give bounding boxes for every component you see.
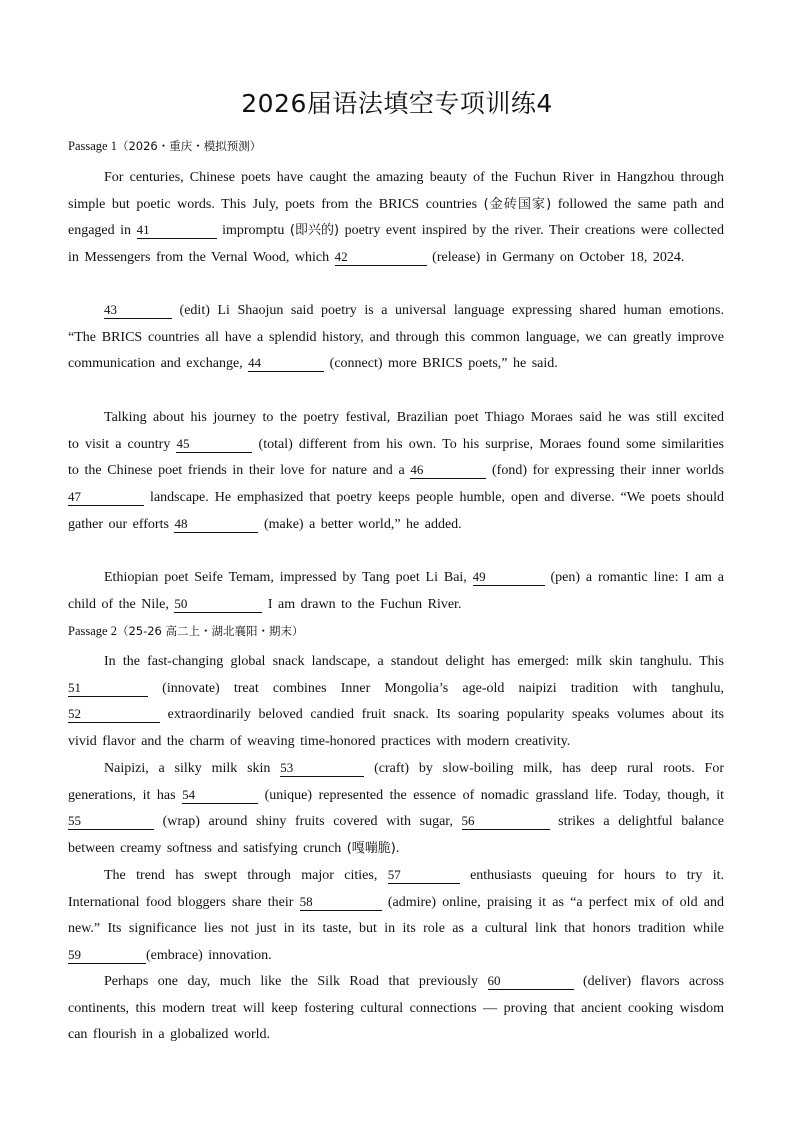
- passage-2-paragraph-2: [68, 756, 724, 863]
- answer-blank-49[interactable]: [473, 570, 545, 586]
- text: (deliver) flavors across continents, this modern treat will keep fostering cultural connections — proving that ancient cooking wisdom can flourish in a globalized world.: [68, 974, 724, 1043]
- blank-number: 57: [387, 867, 401, 882]
- passage-2-paragraph-3: [68, 863, 724, 970]
- text: The trend has swept through major cities,: [104, 868, 388, 883]
- blank-number: 41: [136, 222, 150, 238]
- blank-number: 43: [104, 302, 117, 317]
- text: (release) in Germany on October 18, 2024.: [426, 250, 685, 266]
- text: followed the same path and engaged in: [68, 196, 724, 239]
- text: (edit) Li Shaojun said poetry is a universal language expressing shared human emotions. “The BRICS countries all have a splendid history, and through this common language, we can greatly improve communication and exchange,: [68, 303, 724, 372]
- passage-1-paragraph-1: [68, 165, 724, 272]
- text: (pen) a romantic line: I am a child of the Nile,: [68, 570, 724, 612]
- passage-2-paragraph-1: [68, 649, 724, 756]
- text: (total) different from his own. To his surprise, Moraes found some similarities to the Chinese poet friends in their love for nature and a: [68, 436, 724, 479]
- text: poetry event inspired by the river. Their creations were collected in Messengers from the Vernal Wood, which: [68, 223, 725, 266]
- text: (innovate) treat combines Inner Mongolia’s age-old naipizi tradition with tanghulu,: [148, 680, 724, 696]
- answer-blank-48[interactable]: [174, 517, 258, 533]
- text: (embrace) innovation.: [146, 948, 272, 964]
- blank-number: 60: [487, 973, 501, 988]
- answer-blank-58[interactable]: [300, 895, 382, 911]
- answer-blank-56[interactable]: [462, 814, 550, 830]
- blank-number: 59: [68, 947, 81, 963]
- text: Perhaps one day, much like the Silk Road that previously: [104, 974, 488, 989]
- blank-number: 55: [68, 813, 81, 829]
- blank-number: 48: [174, 515, 188, 531]
- passage-1-source: （2026・重庆・模拟预测）: [116, 139, 262, 153]
- text: (make) a better world,” he added.: [258, 516, 462, 532]
- text: strikes a delightful balance between creamy softness and satisfying crunch: [68, 814, 724, 857]
- passage-1-name: Passage 1: [68, 139, 117, 153]
- answer-blank-52[interactable]: [68, 707, 160, 723]
- passage-1-label: [68, 138, 261, 154]
- text: extraordinarily beloved candied fruit snack. Its soaring popularity speaks volumes about its vivid flavor and the charm of weaving time-honored practices with modern creativity.: [68, 707, 724, 750]
- passage-1-paragraph-4: [68, 565, 724, 618]
- blank-number: 42: [334, 249, 348, 265]
- answer-blank-41[interactable]: [137, 223, 217, 239]
- answer-blank-51[interactable]: [68, 681, 148, 697]
- answer-blank-42[interactable]: [335, 250, 427, 266]
- answer-blank-47[interactable]: [68, 490, 144, 506]
- passage-1-paragraph-3: [68, 405, 724, 539]
- text: landscape. He emphasized that poetry keeps people humble, open and diverse. “We poets should gather our efforts: [68, 490, 724, 532]
- blank-number: 54: [182, 786, 196, 802]
- answer-blank-57[interactable]: [388, 868, 460, 884]
- text: (fond) for expressing their inner worlds: [486, 463, 724, 479]
- blank-number: 51: [68, 679, 81, 695]
- text: (connect) more BRICS poets,” he said.: [324, 356, 558, 372]
- text: (unique) represented the essence of nomadic grassland life. Today, though, it: [258, 787, 724, 803]
- text: Naipizi, a silky milk skin: [104, 761, 281, 776]
- answer-blank-53[interactable]: [280, 761, 364, 777]
- blank-number: 58: [299, 893, 313, 909]
- answer-blank-50[interactable]: [174, 597, 262, 613]
- passage-2-name: Passage 2: [68, 624, 117, 638]
- passage-2-label: [68, 623, 304, 639]
- blank-number: 46: [410, 462, 424, 478]
- blank-number: 49: [472, 569, 486, 584]
- answer-blank-60[interactable]: [488, 974, 574, 990]
- passage-2-paragraph-4: [68, 969, 724, 1049]
- blank-number: 53: [280, 760, 294, 775]
- answer-blank-55[interactable]: [68, 814, 154, 830]
- blank-number: 56: [461, 813, 475, 829]
- chinese-gloss: (嘎嘣脆): [346, 841, 396, 857]
- passage-2-source: （25-26 高二上・湖北襄阳・期末）: [116, 624, 304, 638]
- blank-number: 45: [176, 435, 190, 451]
- text: Ethiopian poet Seife Temam, impressed by Tang poet Li Bai,: [104, 570, 473, 585]
- blank-number: 52: [68, 706, 81, 722]
- answer-blank-44[interactable]: [248, 356, 324, 372]
- passage-1-paragraph-2: [68, 298, 724, 378]
- text: I am drawn to the Fuchun River.: [262, 596, 462, 612]
- text: (craft) by slow-boiling milk, has deep rural roots. For generations, it has: [68, 761, 724, 803]
- blank-number: 47: [68, 489, 81, 505]
- answer-blank-46[interactable]: [410, 463, 486, 479]
- answer-blank-43[interactable]: [104, 303, 172, 319]
- text: For centuries, Chinese poets have caught the amazing beauty of the Fuchun River in Hangzhou through simple but poetic words. This July, poets from the BRICS countries: [68, 170, 724, 212]
- answer-blank-59[interactable]: [68, 948, 146, 964]
- document-title: 2026届语法填空专项训练4: [241, 89, 553, 118]
- text: .: [395, 841, 400, 857]
- text: enthusiasts queuing for hours to try it. International food bloggers share their: [68, 868, 724, 910]
- text: Talking about his journey to the poetry festival, Brazilian poet Thiago Moraes said he was still excited to visit a country: [68, 410, 724, 452]
- text: (wrap) around shiny fruits covered with sugar,: [154, 814, 462, 830]
- text: impromptu: [216, 223, 290, 239]
- text: In the fast-changing global snack landscape, a standout delight has emerged: milk skin tanghulu. This: [104, 654, 724, 669]
- text: (admire) online, praising it as “a perfect mix of old and new.” Its significance lies not just in its taste, but in its role as a cultural link that honors tradition while: [68, 894, 724, 937]
- blank-number: 50: [174, 595, 188, 611]
- chinese-gloss: (金砖国家): [483, 196, 552, 212]
- blank-number: 44: [248, 355, 262, 371]
- answer-blank-45[interactable]: [176, 437, 252, 453]
- chinese-gloss: (即兴的): [289, 223, 340, 239]
- answer-blank-54[interactable]: [182, 788, 258, 804]
